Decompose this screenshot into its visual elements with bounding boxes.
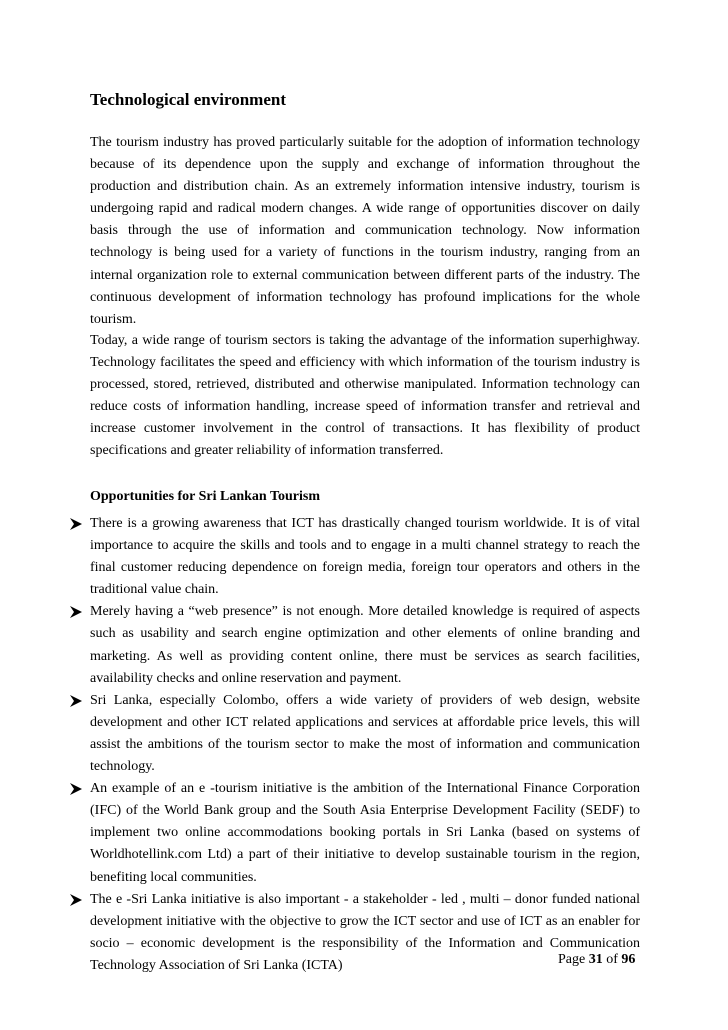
list-item (0, 889, 640, 977)
arrowhead-bullet-icon (69, 601, 83, 623)
list-item-text: There is a growing awareness that ICT has drastically changed tourism worldwide. It is of vital importance to acquire the skills and tools and to engage in a multi channel strategy to reach the final customer reducing dependence on foreign media, foreign tour operators and others in the traditional value chain. (90, 516, 640, 598)
page-label: Page (558, 952, 586, 967)
list-item (0, 690, 640, 778)
page-footer (558, 951, 635, 969)
list-item-text: An example of an e -tourism initiative is the ambition of the International Finance Corporation (IFC) of the World Bank group and the South Asia Enterprise Development Facility (SEDF) to implement two online accommodations booking portals in Sri Lanka (based on systems of Worldhotellink.com Ltd) a part of their initiative to develop sustainable tourism in the region, benefiting local communities. (90, 781, 640, 885)
list-item-text: The e -Sri Lanka initiative is also important - a stakeholder - led , multi – donor funded national development initiative with the objective to grow the ICT sector and use of ICT as an enabler for socio – economic development is the responsibility of the Information and Communication Technology Association of Sri Lanka (ICTA) (90, 891, 640, 973)
page-number: 31 (588, 952, 603, 967)
list-item (0, 513, 640, 601)
subsection-heading: Opportunities for Sri Lankan Tourism (90, 489, 321, 504)
list-item (0, 778, 640, 888)
list-item (0, 601, 640, 689)
section-heading: Technological environment (90, 90, 286, 109)
arrowhead-bullet-icon (69, 513, 83, 535)
of-label: of (606, 952, 618, 967)
paragraph-1: The tourism industry has proved particularly suitable for the adoption of information technology because of its dependence upon the supply and exchange of information throughout the production and distribution chain. As an extremely information intensive industry, tourism is undergoing rapid and radical modern changes. A wide range of opportunities discover on daily basis through the use of information and communication technology. Now information technology is being used for a variety of functions in the tourism industry, ranging from an internal organization role to external communication between different parts of the industry. The continuous development of information technology has profound implications for the whole tourism. (90, 135, 640, 327)
arrowhead-bullet-icon (69, 889, 83, 911)
paragraph-2: Today, a wide range of tourism sectors is taking the advantage of the information superhighway. Technology facilitates the speed and efficiency with which information of the tourism industry is processed, stored, retrieved, distributed and otherwise manipulated. Information technology can reduce costs of information handling, increase speed of information transfer and retrieval and increase customer involvement in the control of transactions. It has flexibility of product specifications and greater reliability of information transferred. (90, 333, 640, 459)
opportunities-list (0, 513, 728, 977)
total-pages: 96 (621, 952, 636, 967)
list-item-text: Merely having a “web presence” is not enough. More detailed knowledge is required of aspects such as usability and search engine optimization and other elements of online branding and marketing. As well as providing content online, there must be services as search facilities, availability checks and online reservation and payment. (90, 604, 640, 686)
list-item-text: Sri Lanka, especially Colombo, offers a wide variety of providers of web design, website development and other ICT related applications and services at affordable price levels, this will assist the ambitions of the tourism sector to make the most of information and communication technology. (90, 692, 640, 775)
arrowhead-bullet-icon (69, 778, 83, 800)
arrowhead-bullet-icon (69, 690, 83, 712)
